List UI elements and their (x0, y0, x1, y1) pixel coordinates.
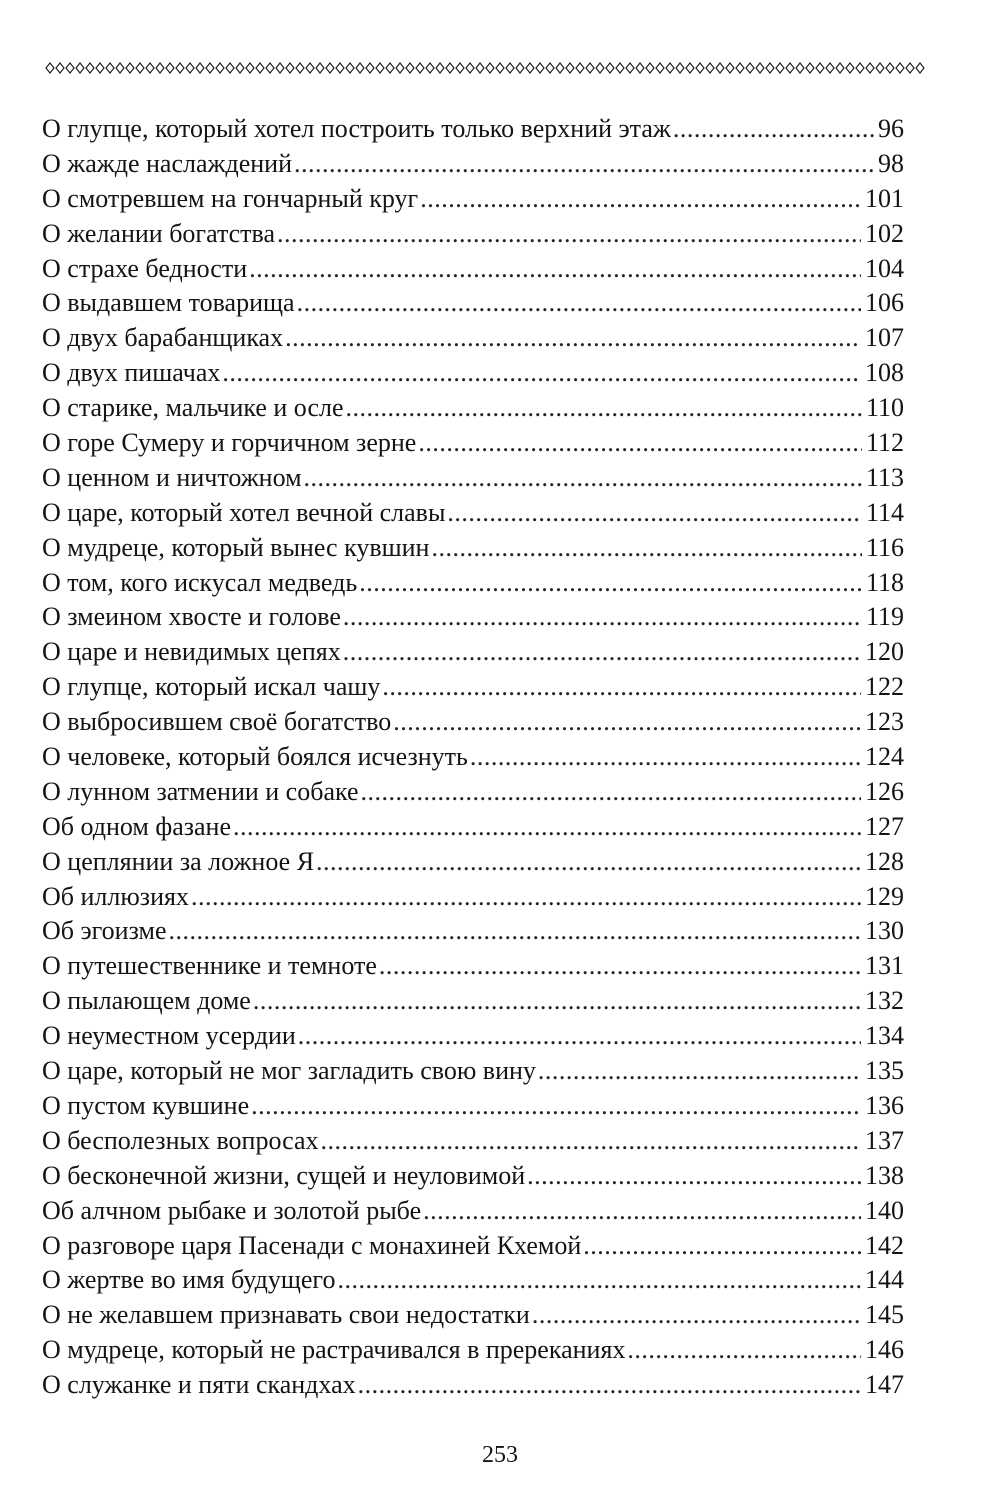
toc-entry (42, 740, 904, 775)
toc-entry (42, 391, 904, 426)
toc-entry (42, 880, 904, 915)
toc-entry-page: 107 (865, 323, 904, 353)
toc-entry-title: О двух пишачах (42, 358, 221, 388)
toc-entry-title: Об иллюзиях (42, 881, 189, 911)
toc-dot-leader (627, 1333, 861, 1368)
toc-entry-page: 122 (865, 672, 904, 702)
toc-dot-leader (297, 286, 861, 321)
toc-dot-leader (321, 1124, 861, 1159)
toc-entry (42, 1089, 904, 1124)
toc-entry-title: О царе, который не мог загладить свою вину (42, 1056, 536, 1086)
toc-dot-leader (393, 705, 861, 740)
toc-entry-title: О выбросившем своё богатство (42, 707, 392, 737)
toc-dot-leader (222, 356, 861, 391)
toc-entry-page: 110 (865, 393, 904, 423)
toc-entry (42, 182, 904, 217)
toc-dot-leader (538, 1054, 861, 1089)
toc-entry-title: О змеином хвосте и голове (42, 602, 341, 632)
toc-entry-page: 132 (865, 986, 904, 1016)
toc-entry-page: 106 (865, 288, 904, 318)
toc-entry-page: 134 (865, 1021, 904, 1051)
toc-entry-page: 140 (865, 1195, 904, 1225)
toc-entry (42, 286, 904, 321)
toc-entry-page: 120 (865, 637, 904, 667)
toc-dot-leader (359, 566, 862, 601)
toc-dot-leader (343, 600, 862, 635)
toc-entry (42, 217, 904, 252)
toc-entry-page: 123 (865, 707, 904, 737)
toc-entry (42, 321, 904, 356)
toc-entry-page: 147 (865, 1370, 904, 1400)
toc-entry-title: О мудреце, который не растрачивался в пререканиях (42, 1335, 626, 1365)
toc-entry-title: О путешественнике и темноте (42, 951, 377, 981)
toc-entry-page: 137 (865, 1125, 904, 1155)
toc-entry-title: О служанке и пяти скандхах (42, 1370, 356, 1400)
toc-entry-title: О глупце, который хотел построить только верхний этаж (42, 114, 671, 143)
toc-entry-page: 127 (865, 811, 904, 841)
toc-entry (42, 531, 904, 566)
toc-dot-leader (379, 949, 861, 984)
toc-entry-title: О не желавшем признавать свои недостатки (42, 1300, 530, 1330)
toc-dot-leader (169, 914, 862, 949)
toc-dot-leader (294, 147, 874, 182)
toc-entry-title: О горе Сумеру и горчичном зерне (42, 428, 417, 458)
toc-entry (42, 1054, 904, 1089)
toc-entry-page: 131 (865, 951, 904, 981)
toc-entry-title: О человеке, который боялся исчезнуть (42, 742, 468, 772)
toc-entry (42, 1019, 904, 1054)
toc-entry-title: О пустом кувшине (42, 1090, 250, 1120)
toc-entry (42, 1263, 904, 1298)
toc-dot-leader (233, 810, 861, 845)
toc-entry (42, 775, 904, 810)
toc-entry (42, 461, 904, 496)
toc-dot-leader (337, 1263, 861, 1298)
toc-entry-title: О мудреце, который вынес кувшин (42, 532, 430, 562)
toc-dot-leader (583, 1229, 861, 1264)
toc-entry-title: Об одном фазане (42, 811, 232, 841)
toc-entry-title: О неуместном усердии (42, 1021, 296, 1051)
toc-dot-leader (470, 740, 861, 775)
toc-dot-leader (527, 1159, 861, 1194)
toc-entry (42, 949, 904, 984)
toc-entry (42, 705, 904, 740)
toc-entry-page: 129 (865, 881, 904, 911)
toc-dot-leader (251, 1089, 861, 1124)
toc-entry-title: О страхе бедности (42, 253, 248, 283)
toc-entry-page: 113 (865, 462, 904, 492)
toc-entry (42, 1333, 904, 1368)
toc-entry-page: 104 (865, 253, 904, 283)
toc-entry-page: 126 (865, 776, 904, 806)
toc-entry-title: О выдавшем товарища (42, 288, 295, 318)
toc-entry-title: О лунном затмении и собаке (42, 776, 359, 806)
toc-dot-leader (358, 1368, 861, 1403)
toc-entry (42, 566, 904, 601)
toc-entry-page: 145 (865, 1300, 904, 1330)
toc-entry-page: 144 (865, 1265, 904, 1295)
toc-entry (42, 147, 904, 182)
toc-entry-title: О царе, который хотел вечной славы (42, 497, 446, 527)
toc-dot-leader (253, 984, 861, 1019)
toc-entry-title: Об алчном рыбаке и золотой рыбе (42, 1195, 422, 1225)
toc-dot-leader (361, 775, 861, 810)
toc-entry-title: О бесконечной жизни, сущей и неуловимой (42, 1160, 526, 1190)
toc-entry-page: 102 (865, 218, 904, 248)
toc-entry-page: 142 (865, 1230, 904, 1260)
toc-entry-page: 135 (865, 1056, 904, 1086)
toc-entry-title: О царе и невидимых цепях (42, 637, 341, 667)
toc-entry-page: 112 (865, 428, 904, 458)
toc-dot-leader (431, 531, 861, 566)
toc-entry (42, 1368, 904, 1403)
toc-dot-leader (249, 252, 861, 287)
toc-dot-leader (382, 670, 861, 705)
toc-entry-page: 108 (865, 358, 904, 388)
toc-dot-leader (285, 321, 861, 356)
toc-dot-leader (304, 461, 862, 496)
toc-entry-page: 119 (865, 602, 904, 632)
toc-entry (42, 1124, 904, 1159)
toc-dot-leader (346, 391, 862, 426)
toc-entry (42, 1159, 904, 1194)
toc-entry-page: 146 (865, 1335, 904, 1365)
toc-entry-page: 114 (865, 497, 904, 527)
toc-entry (42, 252, 904, 287)
decorative-border-ornament (45, 60, 925, 76)
toc-dot-leader (191, 880, 861, 915)
toc-entry-title: О желании богатства (42, 218, 276, 248)
toc-dot-leader (343, 635, 861, 670)
toc-dot-leader (532, 1298, 861, 1333)
toc-entry-title: О глупце, который искал чашу (42, 672, 381, 702)
toc-entry (42, 496, 904, 531)
toc-entry-page: 136 (865, 1090, 904, 1120)
toc-entry-title: О бесполезных вопросах (42, 1125, 319, 1155)
toc-entry-title: О пылающем доме (42, 986, 251, 1016)
toc-entry-page: 124 (865, 742, 904, 772)
toc-entry-page: 128 (865, 846, 904, 876)
toc-entry (42, 1229, 904, 1264)
toc-dot-leader (423, 1194, 861, 1229)
toc-entry-title: О разговоре царя Пасенади с монахиней Кхемой (42, 1230, 582, 1260)
toc-entry-title: О двух барабанщиках (42, 323, 284, 353)
toc-entry-title: О том, кого искусал медведь (42, 567, 358, 597)
toc-dot-leader (316, 845, 861, 880)
toc-entry-page: 98 (878, 148, 904, 178)
toc-dot-leader (673, 112, 874, 147)
toc-dot-leader (447, 496, 862, 531)
toc-entry (42, 635, 904, 670)
toc-entry (42, 984, 904, 1019)
toc-entry-title: О жертве во имя будущего (42, 1265, 336, 1295)
page-number: 253 (482, 1442, 518, 1468)
toc-entry-title: О цеплянии за ложное Я (42, 846, 315, 876)
toc-entry-title: Об эгоизме (42, 916, 167, 946)
toc-entry-page: 101 (865, 183, 904, 213)
toc-dot-leader (420, 182, 861, 217)
toc-entry-page: 96 (878, 114, 904, 143)
toc-entry (42, 1194, 904, 1229)
toc-entry (42, 810, 904, 845)
toc-entry-title: О ценном и ничтожном (42, 462, 302, 492)
toc-entry-title: О жажде наслаждений (42, 148, 292, 178)
toc-entry (42, 600, 904, 635)
toc-entry-title: О старике, мальчике и осле (42, 393, 344, 423)
toc-entry-page: 130 (865, 916, 904, 946)
toc-entry-page: 118 (865, 567, 904, 597)
toc-entry (42, 426, 904, 461)
toc-entry-title: О смотревшем на гончарный круг (42, 183, 419, 213)
toc-entry (42, 670, 904, 705)
toc-entry-page: 116 (865, 532, 904, 562)
toc-dot-leader (298, 1019, 861, 1054)
toc-entry (42, 845, 904, 880)
toc-entry (42, 1298, 904, 1333)
toc-entry (42, 914, 904, 949)
toc-entry (42, 356, 904, 391)
toc-entry (42, 112, 904, 147)
toc-dot-leader (277, 217, 861, 252)
toc-entry-page: 138 (865, 1160, 904, 1190)
toc-dot-leader (418, 426, 862, 461)
table-of-contents (42, 112, 904, 1403)
